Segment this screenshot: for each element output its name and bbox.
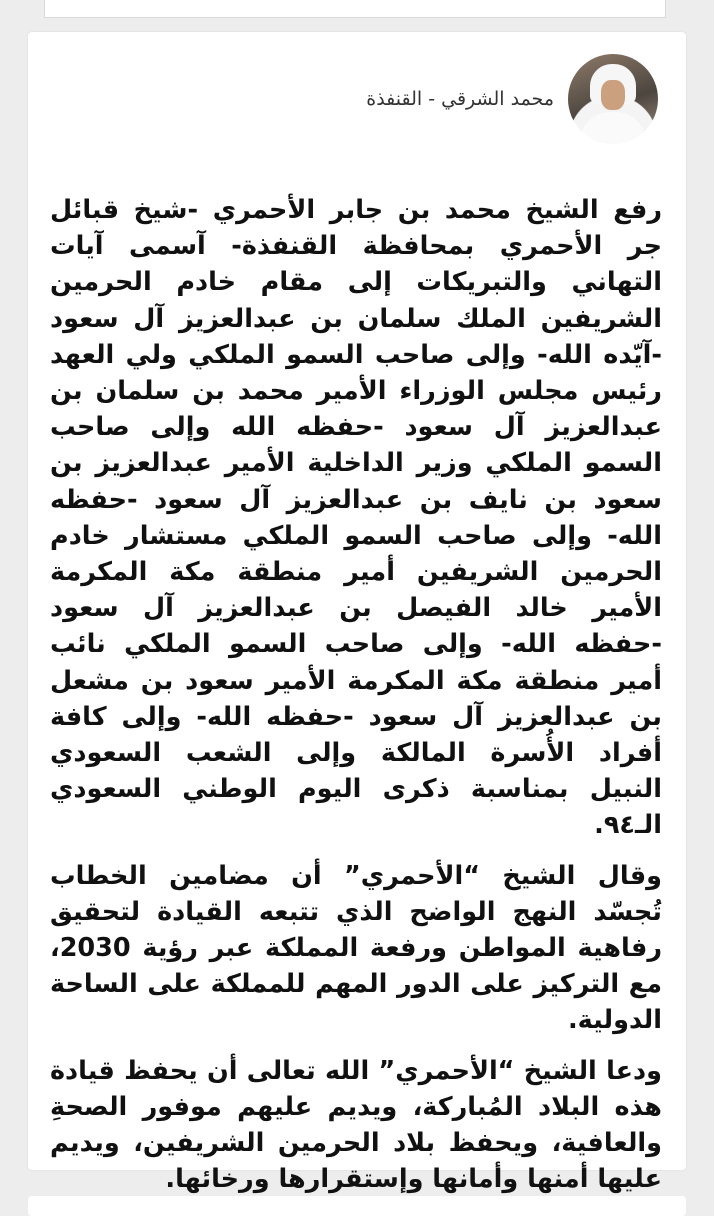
article-paragraph: ودعا الشيخ “الأحمري” الله تعالى أن يحفظ قيادة هذه البلاد المُباركة، ويديم عليهم موفور الصحةِ والعافية، ويحفظ بلاد الحرمين الشريفين، ويديم عليها أمنها وأمانها وإستقرارها ورخائها. xyxy=(50,1055,662,1195)
article-paragraph: رفع الشيخ محمد بن جابر الأحمري -شيخ قبائل جر الأحمري بمحافظة القنفذة- آسمى آيات التهاني والتبريكات إلى مقام خادم الحرمين الشريفين الملك سلمان بن عبدالعزيز آل سعود -آيّده الله- وإلى صاحب السمو الملكي ولي العهد رئيس مجلس الوزراء الأمير محمد بن سلمان بن عبدالعزيز آل سعود -حفظه الله وإلى صاحب السمو الملكي وزير الداخلية الأمير عبدالعزيز بن سعود بن نايف بن عبدالعزيز آل سعود -حفظه الله- وإلى صاحب السمو الملكي مستشار خادم الحرمين الشريفين أمير منطقة مكة المكرمة الأمير خالد الفيصل بن عبدالعزيز آل سعود -حفظه الله- وإلى صاحب السمو الملكي نائب أمير منطقة مكة المكرمة الأمير سعود بن مشعل بن عبدالعزيز آل سعود -حفظه الله- وإلى كافة أفراد الأُسرة المالكة وإلى الشعب السعودي النبيل بمناسبة ذكرى اليوم الوطني السعودي الـ٩٤. xyxy=(50,195,662,841)
article-card xyxy=(28,32,686,1195)
next-card-edge xyxy=(28,1196,686,1216)
author-name: محمد الشرقي - القنفذة xyxy=(366,88,554,110)
avatar[interactable] xyxy=(568,54,658,144)
author-header xyxy=(366,54,658,144)
previous-card-edge xyxy=(44,0,666,18)
article-paragraph: وقال الشيخ “الأحمري” أن مضامين الخطاب تُجسّد النهج الواضح الذي تتبعه القيادة لتحقيق رفاهية المواطن ورفعة المملكة عبر رؤية 2030، مع التركيز على الدور المهم للمملكة على الساحة الدولية. xyxy=(50,860,662,1036)
article-body xyxy=(50,192,662,1211)
